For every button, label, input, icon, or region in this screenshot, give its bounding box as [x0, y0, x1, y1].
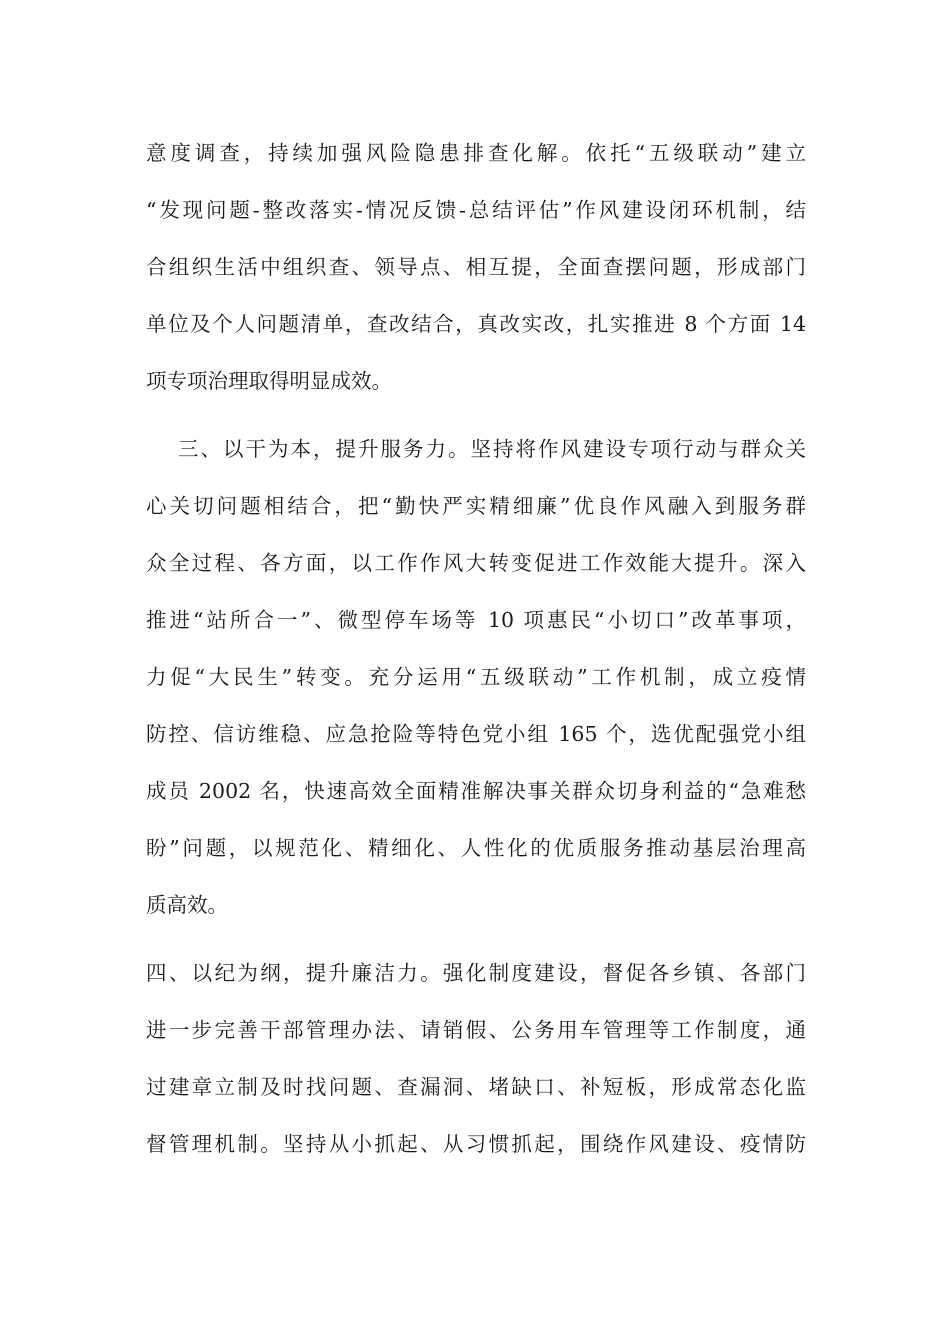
text-line: 督管理机制。坚持从小抓起、从习惯抓起，围绕作风建设、疫情防: [146, 1132, 806, 1156]
text-line: 意度调查，持续加强风险隐患排查化解。依托“五级联动”建立: [146, 141, 806, 165]
text-line: 防控、信访维稳、应急抢险等特色党小组 165 个，选优配强党小组: [146, 722, 806, 746]
text-line: 质高效。: [146, 893, 228, 917]
text-line: 推进“站所合一”、微型停车场等 10 项惠民“小切口”改革事项，: [146, 608, 806, 632]
text-line: 心关切问题相结合，把“勤快严实精细廉”优良作风融入到服务群: [146, 494, 806, 518]
text-line: “发现问题-整改落实-情况反馈-总结评估”作风建设闭环机制，结: [146, 198, 806, 222]
text-line: 众全过程、各方面，以工作作风大转变促进工作效能大提升。深入: [146, 551, 806, 575]
text-line: 进一步完善干部管理办法、请销假、公务用车管理等工作制度，通: [146, 1018, 806, 1042]
text-line: 盼”问题，以规范化、精细化、人性化的优质服务推动基层治理高: [146, 836, 806, 860]
text-line: 项专项治理取得明显成效。: [146, 369, 392, 393]
section-heading-line: 三、以干为本，提升服务力。坚持将作风建设专项行动与群众关: [178, 437, 806, 461]
text-line: 成员 2002 名，快速高效全面精准解决事关群众切身利益的“急难愁: [146, 779, 806, 803]
text-line: 力促“大民生”转变。充分运用“五级联动”工作机制，成立疫情: [146, 665, 806, 689]
text-line: 过建章立制及时找问题、查漏洞、堵缺口、补短板，形成常态化监: [146, 1075, 806, 1099]
section-heading-line: 四、以纪为纲，提升廉洁力。强化制度建设，督促各乡镇、各部门: [146, 961, 806, 985]
text-line: 合组织生活中组织查、领导点、相互提，全面查摆问题，形成部门: [146, 255, 806, 279]
text-line: 单位及个人问题清单，查改结合，真改实改，扎实推进 8 个方面 14: [146, 312, 806, 336]
